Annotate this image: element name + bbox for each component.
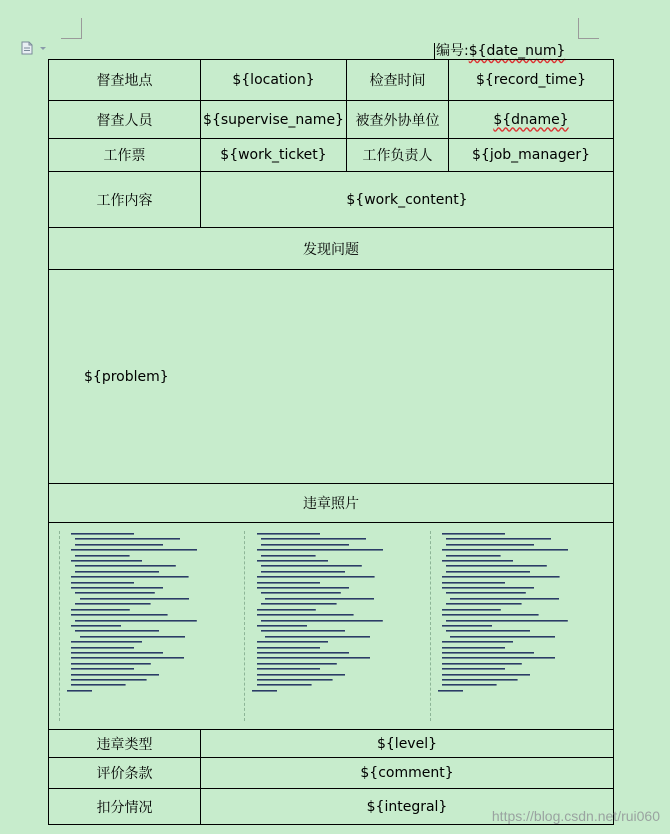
clause-label: 评价条款	[49, 758, 201, 789]
ticket-value[interactable]: ${work_ticket}	[201, 139, 347, 172]
violation-photo-image	[49, 523, 613, 729]
document-number-label: 编号:	[436, 43, 469, 59]
manager-value[interactable]: ${job_manager}	[449, 139, 614, 172]
table-row	[49, 730, 614, 758]
problems-header: 发现问题	[49, 228, 614, 270]
supervisor-label: 督查人员	[49, 101, 201, 139]
manager-label: 工作负责人	[347, 139, 449, 172]
type-label: 违章类型	[49, 730, 201, 758]
type-value[interactable]: ${level}	[201, 730, 614, 758]
table-row	[49, 758, 614, 789]
table-row	[49, 101, 614, 139]
photos-header: 违章照片	[49, 484, 614, 523]
clause-value[interactable]: ${comment}	[201, 758, 614, 789]
deduction-value[interactable]: ${integral}	[201, 789, 614, 825]
location-label: 督查地点	[49, 60, 201, 101]
ticket-label: 工作票	[49, 139, 201, 172]
time-label: 检查时间	[347, 60, 449, 101]
table-row	[49, 523, 614, 730]
text-cursor	[434, 43, 435, 59]
document-number-value: ${date_num}	[468, 43, 566, 59]
code-screenshot-column	[53, 527, 238, 725]
unit-value-text: ${dname}	[493, 111, 569, 128]
table-row	[49, 270, 614, 484]
table-row	[49, 484, 614, 523]
deduction-label: 扣分情况	[49, 789, 201, 825]
code-screenshot-column	[238, 527, 423, 725]
code-screenshot-column	[424, 527, 609, 725]
time-value[interactable]: ${record_time}	[449, 60, 614, 101]
content-label: 工作内容	[49, 172, 201, 228]
supervisor-value[interactable]: ${supervise_name}	[201, 101, 347, 139]
table-row	[49, 139, 614, 172]
content-value[interactable]: ${work_content}	[201, 172, 614, 228]
problem-value[interactable]: ${problem}	[49, 270, 614, 484]
table-row	[49, 172, 614, 228]
crop-mark-right	[578, 18, 599, 39]
violation-photo-cell[interactable]	[49, 523, 614, 730]
document-number	[434, 40, 565, 60]
watermark: https://blog.csdn.net/rui060	[491, 808, 660, 824]
code-line	[438, 688, 605, 693]
table-row	[49, 228, 614, 270]
crop-mark-left	[61, 18, 82, 39]
document-icon[interactable]	[20, 40, 48, 54]
table-row	[49, 60, 614, 101]
unit-value[interactable]	[449, 101, 614, 139]
location-value[interactable]: ${location}	[201, 60, 347, 101]
inspection-form-table	[48, 59, 614, 825]
code-line	[252, 688, 419, 693]
unit-label: 被查外协单位	[347, 101, 449, 139]
code-line	[67, 688, 234, 693]
